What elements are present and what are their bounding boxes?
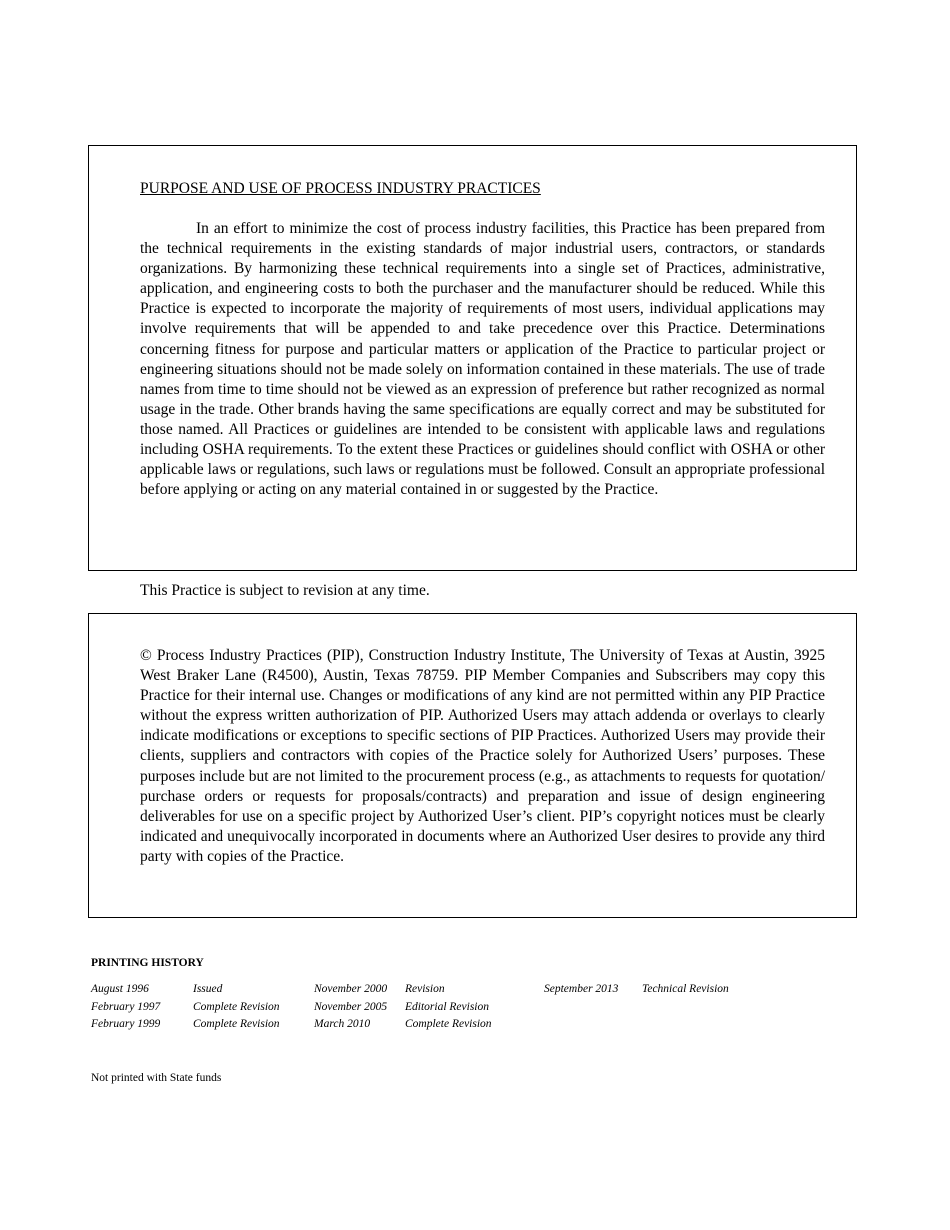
history-date (544, 1016, 642, 1034)
copyright-box (88, 613, 857, 918)
history-date: November 2005 (314, 1000, 388, 1013)
history-type: Complete Revision (193, 1000, 280, 1013)
history-date (544, 999, 642, 1017)
purpose-heading: PURPOSE AND USE OF PROCESS INDUSTRY PRACTICES (140, 180, 541, 197)
history-date: August 1996 (91, 983, 149, 995)
history-type: Editorial Revision (405, 1000, 490, 1013)
printing-history-table (91, 981, 762, 1034)
footer-note: Not printed with State funds (91, 1072, 222, 1084)
copyright-paragraph: © Process Industry Practices (PIP), Construction Industry Institute, The University of Texas at Austin, 3925 West Braker Lane (R4500), Austin, Texas 78759. PIP Member Companies and Subscribers may copy this Practice for their internal use. Changes or modifications of any kind are not permitted within any PIP Practice without the express written authorization of PIP. Authorized Users may attach addenda or overlays to clearly indicate modifications or exceptions to specific sections of PIP Practices. Authorized Users may provide their clients, suppliers and contractors with copies of the Practice solely for Authorized Users’ purposes. These purposes include but are not limited to the procurement process (e.g., as attachments to requests for quotation/ purchase orders or requests for proposals/contracts) and preparation and issue of design engineering deliverables for use on a specific project by Authorized User’s client. PIP’s copyright notices must be clearly indicated and unequivocally incorporated in documents where an Authorized User desires to provide any third party with copies of the Practice. (140, 647, 825, 865)
history-type (642, 1016, 762, 1034)
history-date: February 1999 (91, 1018, 161, 1030)
history-date: March 2010 (314, 1018, 371, 1030)
history-type (642, 999, 762, 1017)
history-type: Technical Revision (642, 983, 729, 995)
history-type: Complete Revision (193, 1018, 280, 1030)
history-row (91, 1016, 762, 1034)
history-row (91, 999, 762, 1017)
purpose-paragraph: In an effort to minimize the cost of process industry facilities, this Practice has been prepared from the technical requirements in the existing standards of major industrial users, contractors, or standards organizations. By harmonizing these technical requirements into a single set of Practices, administrative, application, and engineering costs to both the purchaser and the manufacturer should be reduced. While this Practice is expected to incorporate the majority of requirements of most users, individual applications may involve requirements that will be appended to and take precedence over this Practice. Determinations concerning fitness for purpose and particular matters or application of the Practice to particular project or engineering situations should not be made solely on information contained in these materials. The use of trade names from time to time should not be viewed as an expression of preference but rather recognized as normal usage in the trade. Other brands having the same specifications are equally correct and may be substituted for those named. All Practices or guidelines are intended to be consistent with applicable laws and regulations including OSHA requirements. To the extent these Practices or guidelines should conflict with OSHA or other applicable laws or regulations, such laws or regulations must be followed. Consult an appropriate professional before applying or acting on any material contained in or suggested by the Practice. (140, 220, 825, 499)
history-type: Revision (405, 983, 445, 995)
history-date: November 2000 (314, 983, 388, 995)
history-type: Complete Revision (405, 1018, 492, 1030)
printing-history-title: PRINTING HISTORY (91, 957, 204, 969)
revision-note: This Practice is subject to revision at any time. (140, 582, 430, 599)
purpose-box (88, 145, 857, 571)
history-type: Issued (193, 983, 223, 995)
history-row (91, 981, 762, 999)
history-date: February 1997 (91, 1000, 161, 1013)
history-date: September 2013 (544, 983, 619, 995)
